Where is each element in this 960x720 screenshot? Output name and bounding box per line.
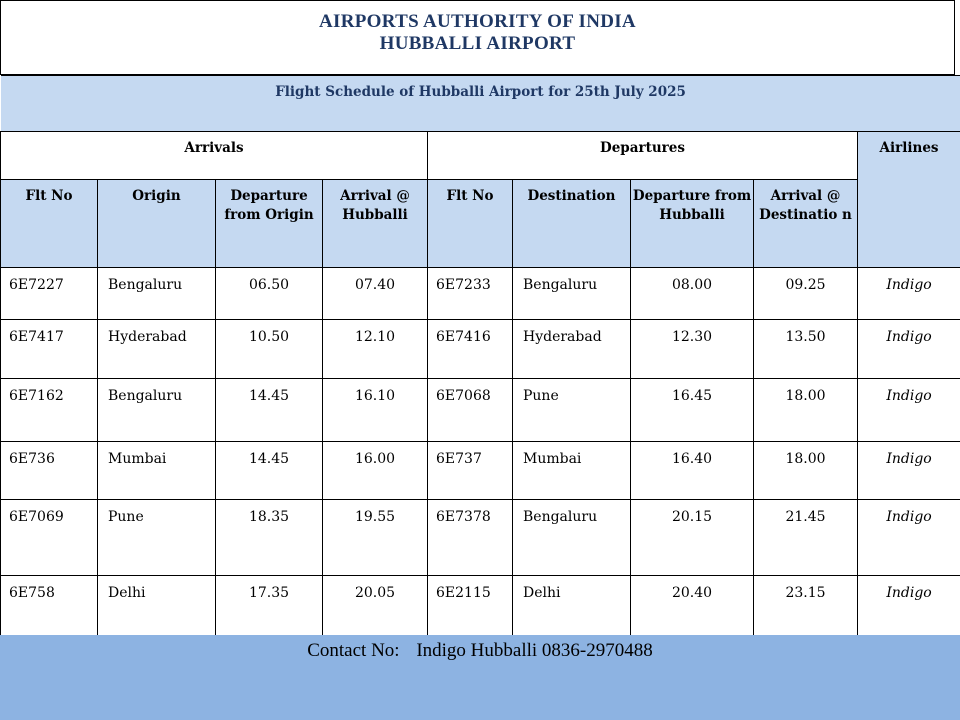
dep-flt-no: 6E7416	[428, 320, 513, 379]
dep-flt-no: 6E2115	[428, 576, 513, 636]
dep-flt-no: 6E7233	[428, 268, 513, 320]
arr-flt-no: 6E736	[1, 442, 98, 500]
arr-flt-no: 6E7227	[1, 268, 98, 320]
table-row	[1, 268, 960, 320]
origin: Hyderabad	[98, 320, 216, 379]
departure-from-hubballi: 12.30	[631, 320, 754, 379]
col-header-departure-from-hubballi: Departure from Hubballi	[631, 180, 754, 268]
flight-schedule-table	[0, 75, 960, 636]
departure-from-hubballi: 08.00	[631, 268, 754, 320]
table-row	[1, 320, 960, 379]
contact-footer	[0, 635, 960, 720]
arr-flt-no: 6E7069	[1, 500, 98, 576]
departure-from-origin: 06.50	[216, 268, 323, 320]
arrival-hubballi: 20.05	[323, 576, 428, 636]
departure-from-origin: 18.35	[216, 500, 323, 576]
origin: Mumbai	[98, 442, 216, 500]
org-title: AIRPORTS AUTHORITY OF INDIA	[319, 11, 636, 32]
departure-from-origin: 10.50	[216, 320, 323, 379]
origin: Pune	[98, 500, 216, 576]
arr-flt-no: 6E7417	[1, 320, 98, 379]
airline: Indigo	[858, 576, 960, 636]
airline: Indigo	[858, 379, 960, 442]
schedule-subtitle: Flight Schedule of Hubballi Airport for 25th July 2025	[1, 76, 960, 132]
col-header-origin: Origin	[98, 180, 216, 268]
airline: Indigo	[858, 320, 960, 379]
col-header-arr-flt-no: Flt No	[1, 180, 98, 268]
table-row	[1, 576, 960, 636]
arrivals-group-header: Arrivals	[1, 132, 428, 180]
origin: Bengaluru	[98, 268, 216, 320]
airline: Indigo	[858, 500, 960, 576]
dep-flt-no: 6E737	[428, 442, 513, 500]
table-row	[1, 500, 960, 576]
table-row	[1, 379, 960, 442]
contact-label: Contact No:	[307, 640, 400, 661]
arrival-hubballi: 19.55	[323, 500, 428, 576]
arrival-hubballi: 07.40	[323, 268, 428, 320]
table-row	[1, 442, 960, 500]
origin: Bengaluru	[98, 379, 216, 442]
arr-flt-no: 6E758	[1, 576, 98, 636]
destination: Bengaluru	[513, 500, 631, 576]
arr-flt-no: 6E7162	[1, 379, 98, 442]
col-header-destination: Destination	[513, 180, 631, 268]
departure-from-origin: 17.35	[216, 576, 323, 636]
destination: Mumbai	[513, 442, 631, 500]
airlines-header: Airlines	[858, 132, 960, 268]
departure-from-hubballi: 20.40	[631, 576, 754, 636]
destination: Bengaluru	[513, 268, 631, 320]
destination: Delhi	[513, 576, 631, 636]
arrival-hubballi: 16.00	[323, 442, 428, 500]
col-header-arrival-destination: Arrival @ Destinatio n	[754, 180, 858, 268]
departure-from-hubballi: 20.15	[631, 500, 754, 576]
departure-from-origin: 14.45	[216, 379, 323, 442]
airline: Indigo	[858, 268, 960, 320]
title-box	[0, 0, 955, 75]
arrival-destination: 18.00	[754, 379, 858, 442]
arrival-destination: 18.00	[754, 442, 858, 500]
arrival-destination: 21.45	[754, 500, 858, 576]
departures-group-header: Departures	[428, 132, 858, 180]
col-header-departure-from-origin: Departure from Origin	[216, 180, 323, 268]
col-header-dep-flt-no: Flt No	[428, 180, 513, 268]
arrival-destination: 23.15	[754, 576, 858, 636]
arrival-hubballi: 16.10	[323, 379, 428, 442]
arrival-destination: 09.25	[754, 268, 858, 320]
destination: Pune	[513, 379, 631, 442]
destination: Hyderabad	[513, 320, 631, 379]
arrival-destination: 13.50	[754, 320, 858, 379]
departure-from-hubballi: 16.45	[631, 379, 754, 442]
contact-value: Indigo Hubballi 0836-2970488	[416, 640, 653, 661]
airline: Indigo	[858, 442, 960, 500]
departure-from-hubballi: 16.40	[631, 442, 754, 500]
dep-flt-no: 6E7068	[428, 379, 513, 442]
origin: Delhi	[98, 576, 216, 636]
departure-from-origin: 14.45	[216, 442, 323, 500]
col-header-arrival-hubballi: Arrival @ Hubballi	[323, 180, 428, 268]
dep-flt-no: 6E7378	[428, 500, 513, 576]
airport-title: HUBBALLI AIRPORT	[379, 33, 576, 54]
arrival-hubballi: 12.10	[323, 320, 428, 379]
